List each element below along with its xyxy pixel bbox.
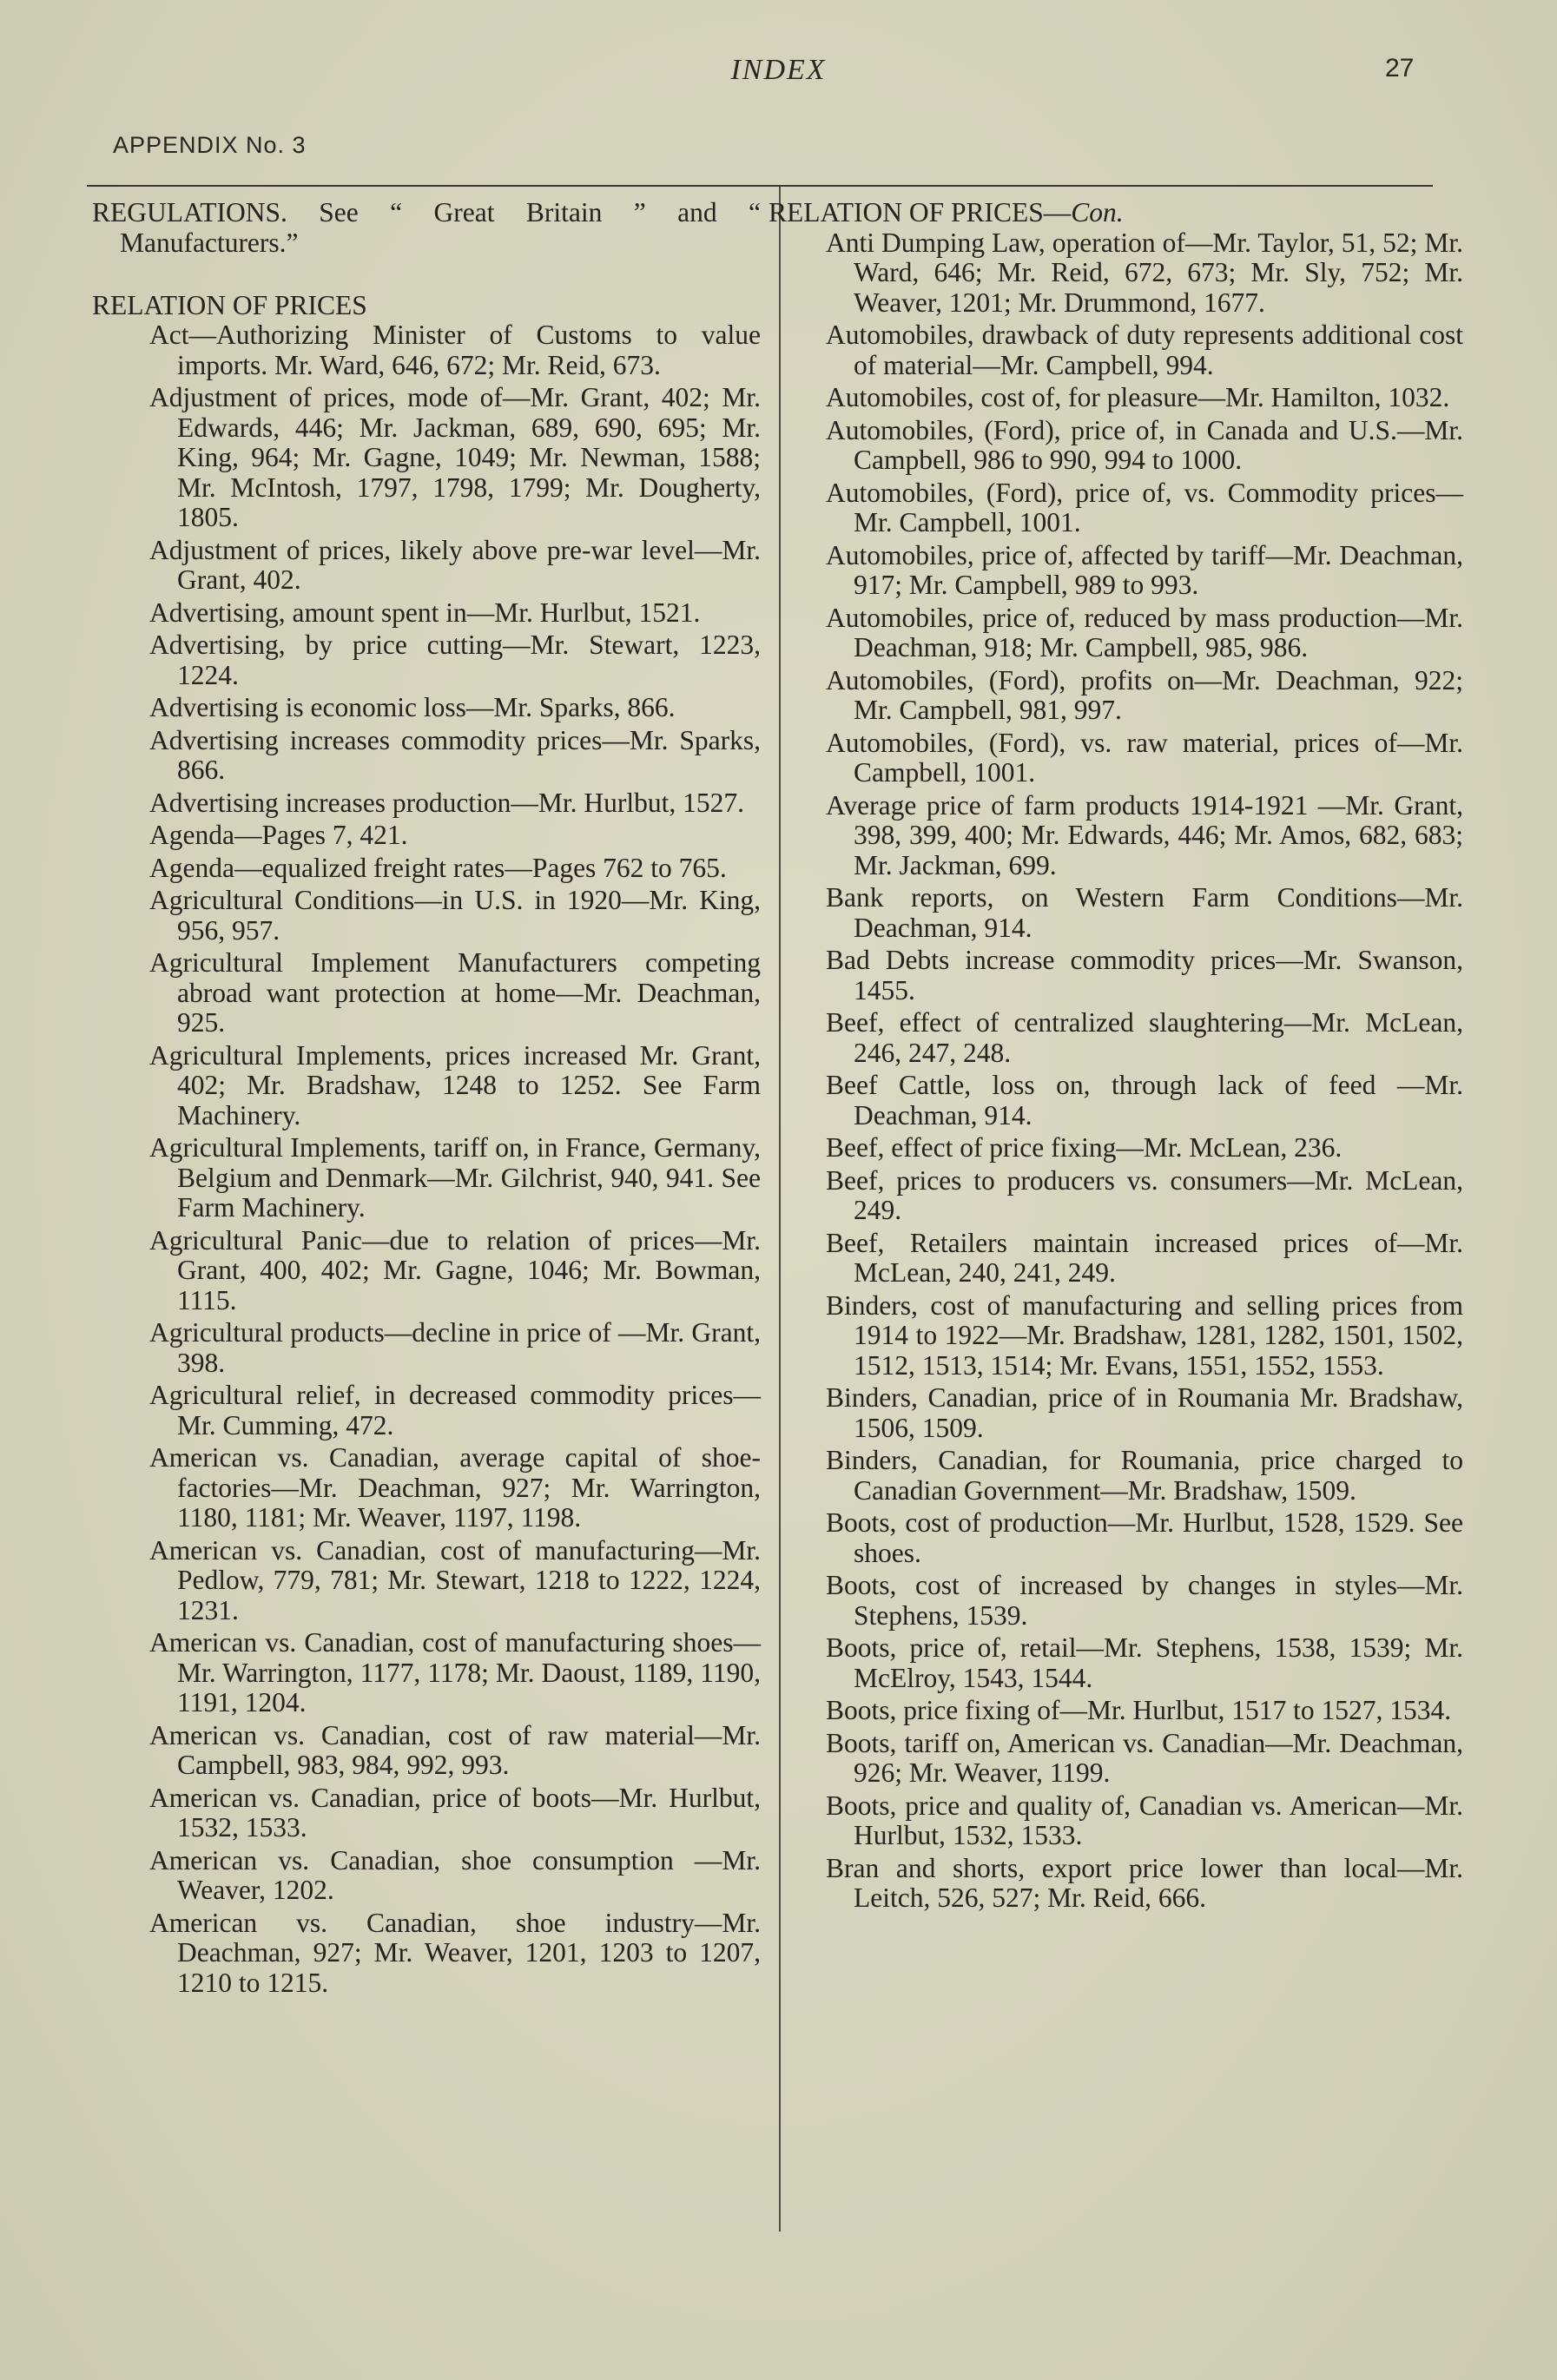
right-column	[769, 198, 1463, 1916]
index-entry: Anti Dumping Law, operation of—Mr. Taylor, 51, 52; Mr. Ward, 646; Mr. Reid, 672, 673; Mr. Sly, 752; Mr. Weaver, 1201; Mr. Drummond, 1677.	[826, 227, 1463, 318]
index-entry: Advertising increases production—Mr. Hurlbut, 1527.	[149, 787, 745, 818]
index-entry: American vs. Canadian, shoe consumption —Mr. Weaver, 1202.	[149, 1844, 761, 1905]
index-entry: Automobiles, (Ford), profits on—Mr. Deachman, 922; Mr. Campbell, 981, 997.	[826, 664, 1463, 725]
index-entry: Boots, cost of production—Mr. Hurlbut, 1528, 1529. See shoes.	[826, 1507, 1463, 1568]
index-entry: American vs. Canadian, average capital of shoe-factories—Mr. Deachman, 927; Mr. Warrington, 1180, 1181; Mr. Weaver, 1197, 1198.	[149, 1442, 761, 1533]
index-entry: American vs. Canadian, cost of manufacturing—Mr. Pedlow, 779, 781; Mr. Stewart, 1218 to 1222, 1224, 1231.	[149, 1534, 761, 1625]
index-entry: American vs. Canadian, cost of raw material—Mr. Campbell, 983, 984, 992, 993.	[149, 1719, 761, 1780]
index-entry: Boots, price fixing of—Mr. Hurlbut, 1517 to 1527, 1534.	[826, 1695, 1452, 1725]
index-entry: Adjustment of prices, mode of—Mr. Grant, 402; Mr. Edwards, 446; Mr. Jackman, 689, 690, 695; Mr. King, 964; Mr. Gagne, 1049; Mr. Newman, 1588; Mr. McIntosh, 1797, 1798, 1799; Mr. Dougherty, 1805.	[149, 382, 761, 532]
index-entry: Average price of farm products 1914-1921 —Mr. Grant, 398, 399, 400; Mr. Edwards, 446; Mr. Amos, 682, 683; Mr. Jackman, 699.	[826, 789, 1463, 880]
index-entry: Binders, Canadian, for Roumania, price charged to Canadian Government—Mr. Bradshaw, 1509.	[826, 1445, 1463, 1506]
index-entry: Beef, effect of centralized slaughtering—Mr. McLean, 246, 247, 248.	[826, 1007, 1463, 1068]
index-entry: Adjustment of prices, likely above pre-war level—Mr. Grant, 402.	[149, 534, 761, 595]
index-entry: Boots, cost of increased by changes in styles—Mr. Stephens, 1539.	[826, 1570, 1463, 1631]
index-entry: Bad Debts increase commodity prices—Mr. Swanson, 1455.	[826, 945, 1463, 1005]
index-entry: Agricultural Implement Manufacturers competing abroad want protection at home—Mr. Deachman, 925.	[149, 947, 761, 1038]
index-entry: Agenda—Pages 7, 421.	[149, 820, 408, 850]
index-entry: Automobiles, (Ford), vs. raw material, prices of—Mr. Campbell, 1001.	[826, 727, 1463, 788]
index-entry: American vs. Canadian, shoe industry—Mr. Deachman, 927; Mr. Weaver, 1201, 1203 to 1207, 1210 to 1215.	[149, 1907, 761, 1998]
index-entry: Automobiles, cost of, for pleasure—Mr. Hamilton, 1032.	[826, 382, 1450, 412]
index-entry: Agricultural Implements, tariff on, in France, Germany, Belgium and Denmark—Mr. Gilchrist, 940, 941. See Farm Machinery.	[149, 1132, 761, 1223]
heading-cont: Con.	[1071, 197, 1124, 227]
index-entry: Agricultural products—decline in price of —Mr. Grant, 398.	[149, 1317, 761, 1378]
index-entry: Agricultural Conditions—in U.S. in 1920—Mr. King, 956, 957.	[149, 885, 761, 946]
index-entry: Bran and shorts, export price lower than local—Mr. Leitch, 526, 527; Mr. Reid, 666.	[826, 1852, 1463, 1913]
index-entry: Boots, price and quality of, Canadian vs. American—Mr. Hurlbut, 1532, 1533.	[826, 1790, 1463, 1850]
appendix-label: APPENDIX No. 3	[113, 132, 307, 158]
section-heading-continued	[769, 198, 1463, 228]
index-entry: Beef, effect of price fixing—Mr. McLean, 236.	[826, 1132, 1343, 1163]
index-entry: Advertising is economic loss—Mr. Sparks, 866.	[149, 692, 676, 722]
index-entry: Advertising, by price cutting—Mr. Stewart, 1223, 1224.	[149, 630, 761, 690]
regulations-entry: REGULATIONS. See “ Great Britain ” and “ Manufacturers.”	[92, 197, 761, 258]
index-entry: Act—Authorizing Minister of Customs to value imports. Mr. Ward, 646, 672; Mr. Reid, 673.	[149, 320, 761, 380]
index-entry: Binders, Canadian, price of in Roumania Mr. Bradshaw, 1506, 1509.	[826, 1382, 1463, 1443]
left-column	[92, 198, 761, 2001]
index-entry: Agricultural relief, in decreased commodity prices—Mr. Cumming, 472.	[149, 1380, 761, 1441]
index-entry: American vs. Canadian, price of boots—Mr. Hurlbut, 1532, 1533.	[149, 1782, 761, 1843]
index-entry: Automobiles, (Ford), price of, in Canada and U.S.—Mr. Campbell, 986 to 990, 994 to 1000.	[826, 414, 1463, 475]
index-entry: Binders, cost of manufacturing and selling prices from 1914 to 1922—Mr. Bradshaw, 1281, 1282, 1501, 1502, 1512, 1513, 1514; Mr. Evans, 1551, 1552, 1553.	[826, 1289, 1463, 1381]
index-entry: Agricultural Panic—due to relation of prices—Mr. Grant, 400, 402; Mr. Gagne, 1046; Mr. Bowman, 1115.	[149, 1224, 761, 1315]
index-entry: Beef, Retailers maintain increased prices of—Mr. McLean, 240, 241, 249.	[826, 1227, 1463, 1288]
index-entry: Automobiles, (Ford), price of, vs. Commodity prices—Mr. Campbell, 1001.	[826, 477, 1463, 537]
heading-text: RELATION OF PRICES—	[769, 197, 1072, 227]
index-entry: Beef, prices to producers vs. consumers—Mr. McLean, 249.	[826, 1164, 1463, 1225]
index-entry: Automobiles, price of, reduced by mass production—Mr. Deachman, 918; Mr. Campbell, 985, 986.	[826, 602, 1463, 663]
index-entry: Agricultural Implements, prices increased Mr. Grant, 402; Mr. Bradshaw, 1248 to 1252. See Farm Machinery.	[149, 1039, 761, 1131]
index-entry: Advertising increases commodity prices—Mr. Sparks, 866.	[149, 724, 761, 785]
page-number: 27	[1385, 54, 1415, 82]
index-entry: Boots, price of, retail—Mr. Stephens, 1538, 1539; Mr. McElroy, 1543, 1544.	[826, 1632, 1463, 1693]
header-rule	[87, 185, 1433, 187]
index-entry: Automobiles, price of, affected by tariff—Mr. Deachman, 917; Mr. Campbell, 989 to 993.	[826, 539, 1463, 600]
section-heading: RELATION OF PRICES	[92, 289, 367, 320]
index-entry: Automobiles, drawback of duty represents additional cost of material—Mr. Campbell, 994.	[826, 320, 1463, 380]
index-entry: Boots, tariff on, American vs. Canadian—Mr. Deachman, 926; Mr. Weaver, 1199.	[826, 1727, 1463, 1788]
index-entry: Bank reports, on Western Farm Conditions—Mr. Deachman, 914.	[826, 882, 1463, 943]
index-entry: Beef Cattle, loss on, through lack of feed —Mr. Deachman, 914.	[826, 1070, 1463, 1131]
index-entry: American vs. Canadian, cost of manufacturing shoes—Mr. Warrington, 1177, 1178; Mr. Daoust, 1189, 1190, 1191, 1204.	[149, 1627, 761, 1717]
right-entry-list	[826, 228, 1463, 1914]
index-entry: Agenda—equalized freight rates—Pages 762 to 765.	[149, 852, 727, 883]
running-title: INDEX	[730, 54, 827, 86]
left-entry-list	[149, 320, 761, 1998]
index-entry: Advertising, amount spent in—Mr. Hurlbut, 1521.	[149, 597, 701, 628]
